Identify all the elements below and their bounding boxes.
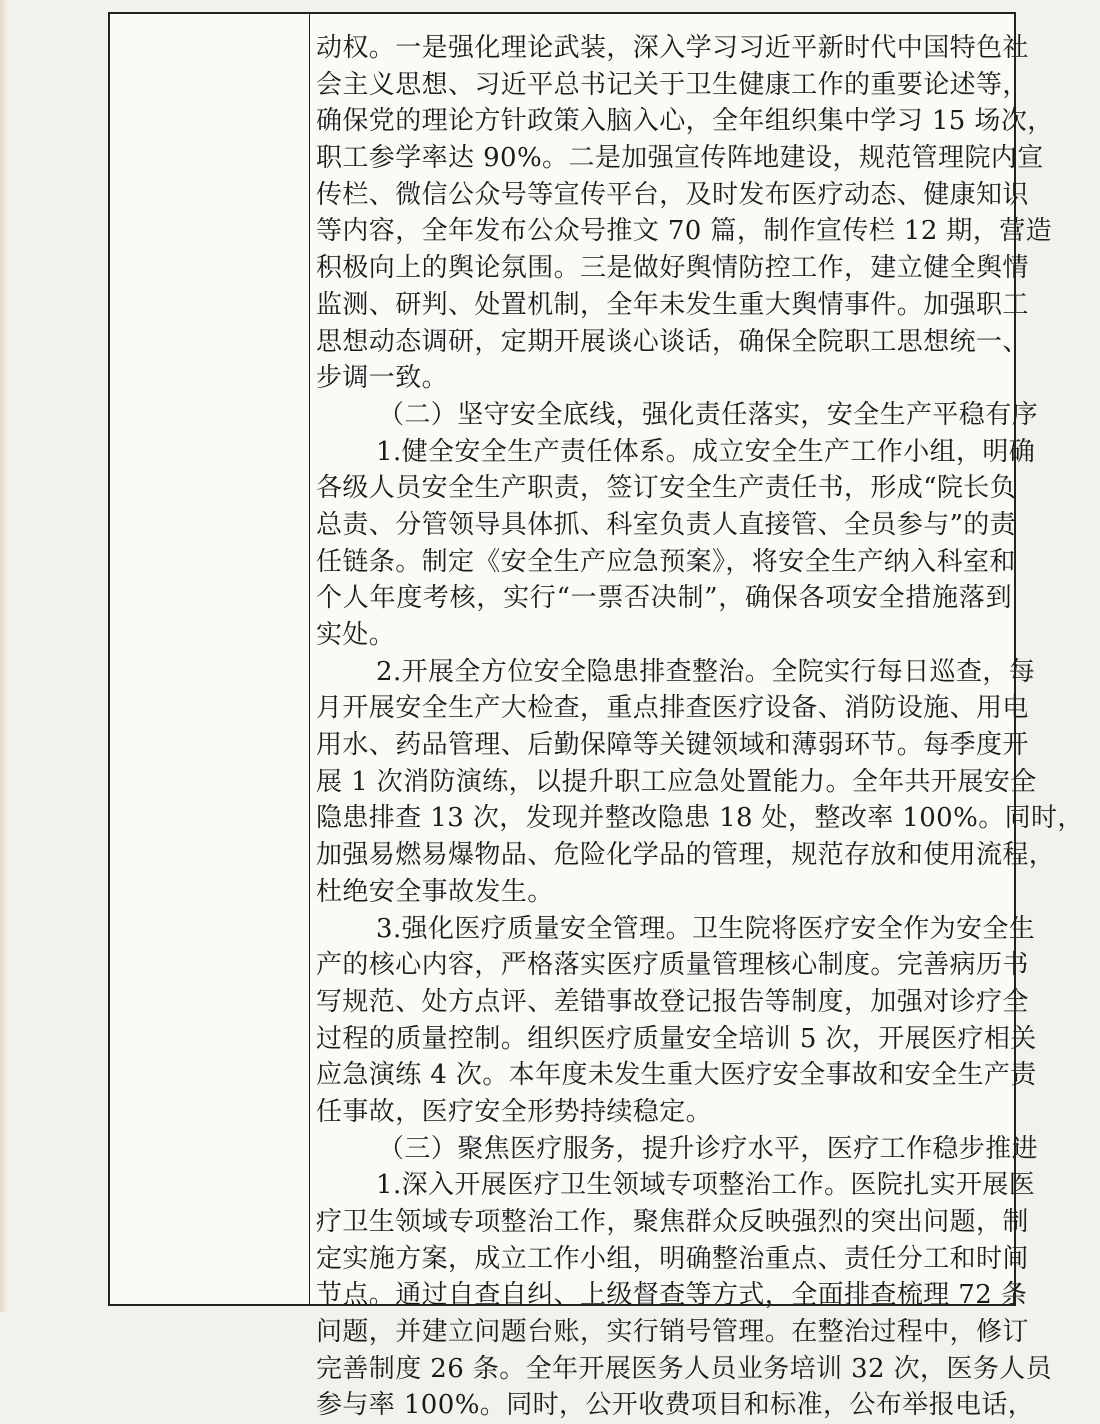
section-heading-line: （三）聚焦医疗服务，提升诊疗水平，医疗工作稳步推进 <box>378 1133 1039 1164</box>
paragraph-line: 隐患排查 13 次，发现并整改隐患 18 处，整改率 100%。同时， <box>316 803 1084 834</box>
paragraph-line: 问题，并建立问题台账，实行销号管理。在整治过程中，修订 <box>316 1317 1029 1348</box>
paragraph-line: 积极向上的舆论氛围。三是做好舆情防控工作，建立健全舆情 <box>316 253 1029 284</box>
paragraph-line: 过程的质量控制。组织医疗质量安全培训 5 次，开展医疗相关 <box>316 1023 1037 1054</box>
paragraph-line: 疗卫生领域专项整治工作，聚焦群众反映强烈的突出问题，制 <box>316 1207 1029 1237</box>
paragraph-line: 应急演练 4 次。本年度未发生重大医疗安全事故和安全生产责 <box>316 1060 1037 1091</box>
paragraph-line: 定实施方案，成立工作小组，明确整治重点、责任分工和时间 <box>316 1243 1029 1274</box>
table-label-column <box>110 14 310 1304</box>
paragraph-line: 动权。一是强化理论武装，深入学习习近平新时代中国特色社 <box>316 33 1029 63</box>
paragraph-line: 产的核心内容，严格落实医疗质量管理核心制度。完善病历书 <box>316 950 1029 981</box>
paragraph-line: 确保党的理论方针政策入脑入心，全年组织集中学习 15 场次， <box>316 106 1054 137</box>
paragraph-line: 任事故，医疗安全形势持续稳定。 <box>316 1096 713 1127</box>
paragraph-line: 职工参学率达 90%。二是加强宣传阵地建设，规范管理院内宣 <box>316 143 1044 174</box>
report-content-cell <box>316 30 1084 1424</box>
paragraph-line: 任链条。制定《安全生产应急预案》，将安全生产纳入科室和 <box>316 546 1016 577</box>
paragraph-line: 月开展安全生产大检查，重点排查医疗设备、消防设施、用电 <box>316 693 1029 724</box>
paragraph-line: 写规范、处方点评、差错事故登记报告等制度，加强对诊疗全 <box>316 986 1029 1017</box>
paragraph-line: 节点。通过自查自纠、上级督查等方式，全面排查梳理 72 条 <box>316 1280 1028 1311</box>
paragraph-line: 展 1 次消防演练，以提升职工应急处置能力。全年共开展安全 <box>316 766 1037 797</box>
paragraph-line: 会主义思想、习近平总书记关于卫生健康工作的重要论述等， <box>316 69 1029 100</box>
paragraph-line: 2.开展全方位安全隐患排查整治。全院实行每日巡查，每 <box>376 656 1036 687</box>
paragraph-line: 实处。 <box>316 620 396 650</box>
paragraph-line: 完善制度 26 条。全年开展医务人员业务培训 32 次，医务人员 <box>316 1353 1053 1384</box>
paragraph-line: 传栏、微信公众号等宣传平台，及时发布医疗动态、健康知识 <box>316 179 1029 210</box>
page-shadow-edge <box>0 0 8 1312</box>
paragraph-line: 等内容，全年发布公众号推文 70 篇，制作宣传栏 12 期，营造 <box>316 216 1053 247</box>
paragraph-line: 个人年度考核，实行“一票否决制”，确保各项安全措施落到 <box>316 583 1012 614</box>
report-table <box>108 12 1084 1421</box>
paragraph-line: 1.深入开展医疗卫生领域专项整治工作。医院扎实开展医 <box>376 1170 1036 1201</box>
section-heading-line: （二）坚守安全底线，强化责任落实，安全生产平稳有序 <box>378 399 1039 430</box>
paragraph-line: 总责、分管领导具体抓、科室负责人直接管、全员参与”的责 <box>316 509 1017 540</box>
paragraph-line: 思想动态调研，定期开展谈心谈话，确保全院职工思想统一、 <box>316 326 1029 357</box>
paragraph-line: 各级人员安全生产职责，签订安全生产责任书，形成“院长负 <box>316 473 1017 504</box>
paragraph-line: 步调一致。 <box>316 363 449 394</box>
paragraph-line: 用水、药品管理、后勤保障等关键领域和薄弱环节。每季度开 <box>316 730 1029 761</box>
paragraph-line: 杜绝安全事故发生。 <box>316 876 554 907</box>
paragraph-line: 监测、研判、处置机制，全年未发生重大舆情事件。加强职工 <box>316 289 1029 320</box>
paragraph-line: 1.健全安全生产责任体系。成立安全生产工作小组，明确 <box>376 436 1036 467</box>
paragraph-line: 加强易燃易爆物品、危险化学品的管理，规范存放和使用流程， <box>316 840 1056 871</box>
paragraph-line: 参与率 100%。同时，公开收费项目和标准，公布举报电话， <box>316 1390 1035 1421</box>
paragraph-line: 3.强化医疗质量安全管理。卫生院将医疗安全作为安全生 <box>376 913 1036 944</box>
